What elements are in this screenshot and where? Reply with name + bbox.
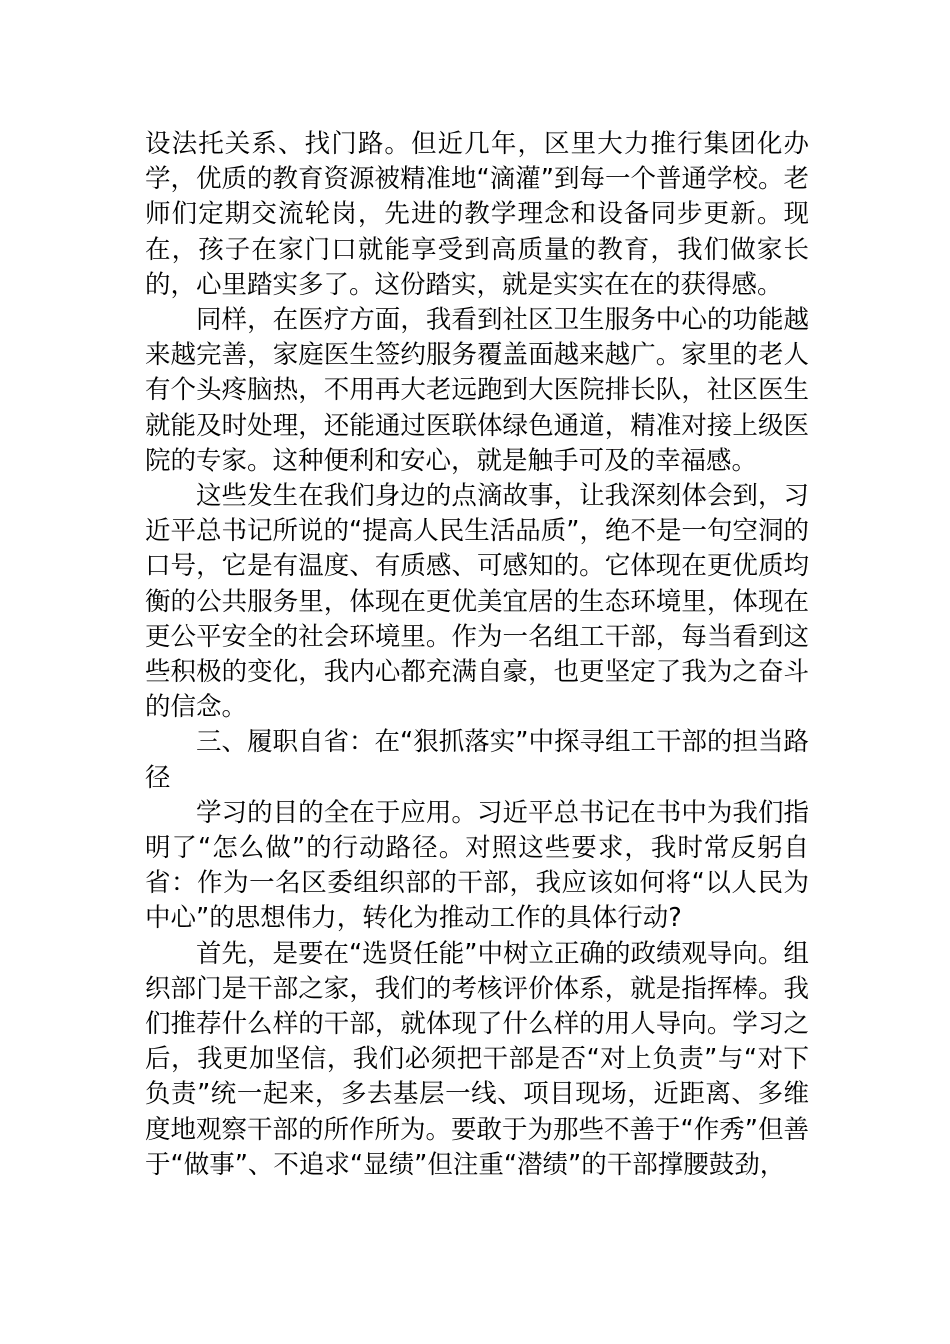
paragraph-reflection: 这些发生在我们身边的点滴故事，让我深刻体会到，习近平总书记所说的“提高人民生活品质”，绝不是一句空洞的口号，它是有温度、有质感、可感知的。它体现在更优质均衡的公共服务里，体现在更优美宜居的生态环境里，体现在更公平安全的社会环境里。作为一名组工干部，每当看到这些积极的变化，我内心都充满自豪，也更坚定了我为之奋斗的信念。 bbox=[145, 481, 809, 723]
paragraph-first-point: 首先，是要在“选贤任能”中树立正确的政绩观导向。组织部门是干部之家，我们的考核评价体系，就是指挥棒。我们推荐什么样的干部，就体现了什么样的用人导向。学习之后，我更加坚信，我们必须把干部是否“对上负责”与“对下负责”统一起来，多去基层一线、项目现场，近距离、多维度地观察干部的所作所为。要敢于为那些不善于“作秀”但善于“做事”、不追求“显绩”但注重“潜绩”的干部撑腰鼓劲， bbox=[145, 938, 809, 1180]
paragraph-continuation-education: 设法托关系、找门路。但近几年，区里大力推行集团化办学，优质的教育资源被精准地“滴灌”到每一个普通学校。老师们定期交流轮岗，先进的教学理念和设备同步更新。现在，孩子在家门口就能享受到高质量的教育，我们做家长的，心里踏实多了。这份踏实，就是实实在在的获得感。 bbox=[145, 129, 809, 300]
document-body bbox=[145, 127, 809, 1183]
paragraph-healthcare: 同样，在医疗方面，我看到社区卫生服务中心的功能越来越完善，家庭医生签约服务覆盖面越来越广。家里的老人有个头疼脑热，不用再大老远跑到大医院排长队，社区医生就能及时处理，还能通过医联体绿色通道，精准对接上级医院的专家。这种便利和安心，就是触手可及的幸福感。 bbox=[145, 305, 809, 476]
paragraph-application: 学习的目的全在于应用。习近平总书记在书中为我们指明了“怎么做”的行动路径。对照这些要求，我时常反躬自省：作为一名区委组织部的干部，我应该如何将“以人民为中心”的思想伟力，转化为推动工作的具体行动? bbox=[145, 797, 809, 934]
section-heading-three: 三、履职自省：在“狠抓落实”中探寻组工干部的担当路径 bbox=[145, 727, 809, 793]
